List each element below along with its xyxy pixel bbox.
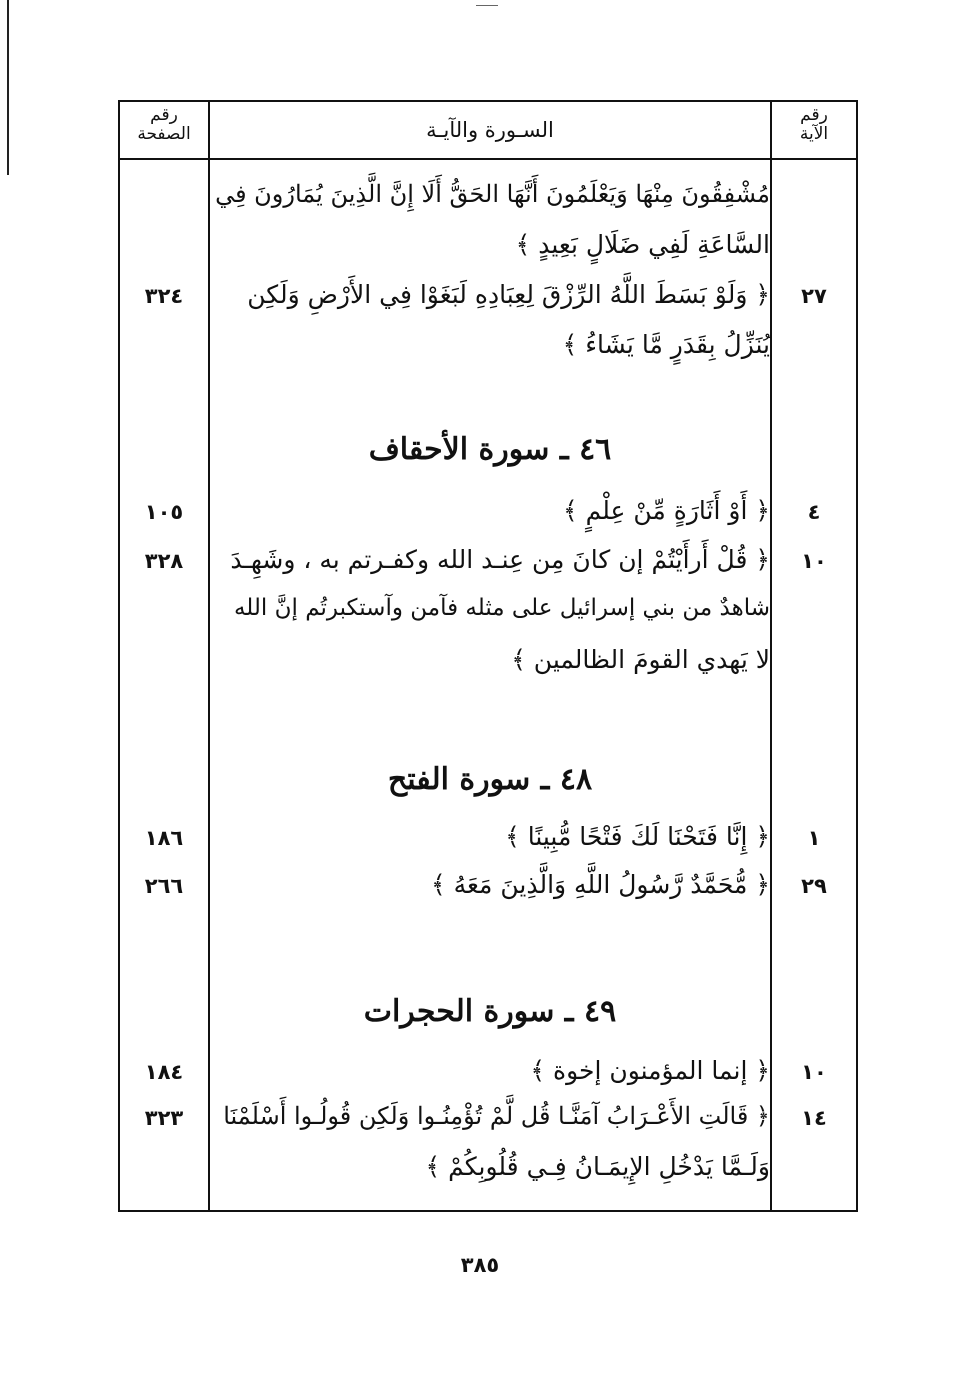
verse-line: ﴿ قُلْ أَرأَيْتُمْ إن كانَ مِن عِنـد الله وكفـرتم به ، وشَهِـدَ bbox=[230, 545, 770, 574]
verse-line: ﴿ قَالَتِ الأَعْـرَابُ آمَنَّـا قُل لَّمْ تُؤْمِنُـوا وَلَكِن قُولُـوا أَسْلَمْنَا bbox=[223, 1102, 770, 1130]
header-page-word2: الصفحة bbox=[137, 124, 191, 144]
header-page-number bbox=[120, 106, 208, 144]
page-edge-line bbox=[7, 0, 9, 175]
page-number-cell: ١٨٦ bbox=[144, 826, 184, 850]
page-number-cell: ٣٢٤ bbox=[144, 284, 184, 308]
page-number-cell: ١٨٤ bbox=[144, 1060, 184, 1084]
verse-line: يُنَزِّلُ بِقَدَرٍ مَّا يَشَاءُ ﴾ bbox=[562, 330, 770, 359]
ayah-number: ٢٧ bbox=[801, 284, 827, 308]
page-number: ٣٨٥ bbox=[460, 1253, 500, 1277]
header-ayah-number bbox=[772, 106, 856, 144]
surah-title: ٤٨ ـ سورة الفتح bbox=[387, 762, 593, 797]
header-ayah-word2: الآية bbox=[799, 124, 829, 144]
ayah-number: ١٠ bbox=[801, 1060, 827, 1084]
page-number-cell: ٢٦٦ bbox=[144, 874, 184, 898]
page-number-cell: ٣٢٣ bbox=[144, 1106, 184, 1130]
header-ayah-word1: رقم bbox=[800, 105, 828, 125]
verse-line: شاهدٌ من بني إسرائيل على مثله فآمن وآستكبرتُم إنَّ الله bbox=[233, 595, 770, 621]
verse-line: ﴿ أَوْ أَثَارَةٍ مِّنْ عِلْمٍ ﴾ bbox=[563, 496, 770, 525]
verse-line: لا يَهدي القومَ الظالمين ﴾ bbox=[511, 645, 770, 674]
page-number-cell: ١٠٥ bbox=[144, 500, 184, 524]
verse-line: ﴿ وَلَوْ بَسَطَ اللَّهُ الرِّزْقَ لِعِبَادِهِ لَبَغَوْا فِي الأَرْضِ وَلَكِن bbox=[247, 280, 770, 309]
header-page-word1: رقم bbox=[150, 105, 178, 125]
verse-line: ﴿ إِنَّا فَتَحْنَا لَكَ فَتْحًا مُّبِينًا ﴾ bbox=[505, 822, 770, 851]
surah-title: ٤٦ ـ سورة الأحقاف bbox=[368, 432, 612, 467]
continuation-line-2: السَّاعَةِ لَفِي ضَلَالٍ بَعِيدٍ ﴾ bbox=[515, 230, 770, 259]
ayah-number: ١٠ bbox=[801, 549, 827, 573]
ayah-number: ٢٩ bbox=[801, 874, 827, 898]
header-surah-ayah: السـورة والآيـة bbox=[426, 118, 554, 142]
column-divider-page bbox=[208, 102, 210, 1210]
verse-line: ﴿ إنما المؤمنون إخوة ﴾ bbox=[530, 1056, 770, 1085]
ayah-number: ١ bbox=[807, 826, 821, 850]
column-divider-ayah bbox=[770, 102, 772, 1210]
header-divider bbox=[120, 158, 856, 160]
ayah-number: ٤ bbox=[807, 500, 821, 524]
verse-line: ﴿ مُّحَمَّدٌ رَّسُولُ اللَّهِ وَالَّذِينَ مَعَهُ ﴾ bbox=[430, 870, 770, 899]
index-table bbox=[118, 100, 858, 1212]
top-mark bbox=[476, 5, 498, 6]
ayah-number: ١٤ bbox=[801, 1106, 827, 1130]
continuation-line-1: مُشْفِقُونَ مِنْهَا وَيَعْلَمُونَ أَنَّهَا الحَقُّ أَلَا إِنَّ الَّذِينَ يُمَارُونَ فِي bbox=[215, 180, 770, 208]
verse-line: وَلَـمَّا يَدْخُلِ الإِيمَـانُ فِـي قُلُوبِكُمْ ﴾ bbox=[425, 1152, 770, 1181]
page-number-cell: ٣٢٨ bbox=[144, 549, 184, 573]
surah-title: ٤٩ ـ سورة الحجرات bbox=[363, 994, 617, 1029]
